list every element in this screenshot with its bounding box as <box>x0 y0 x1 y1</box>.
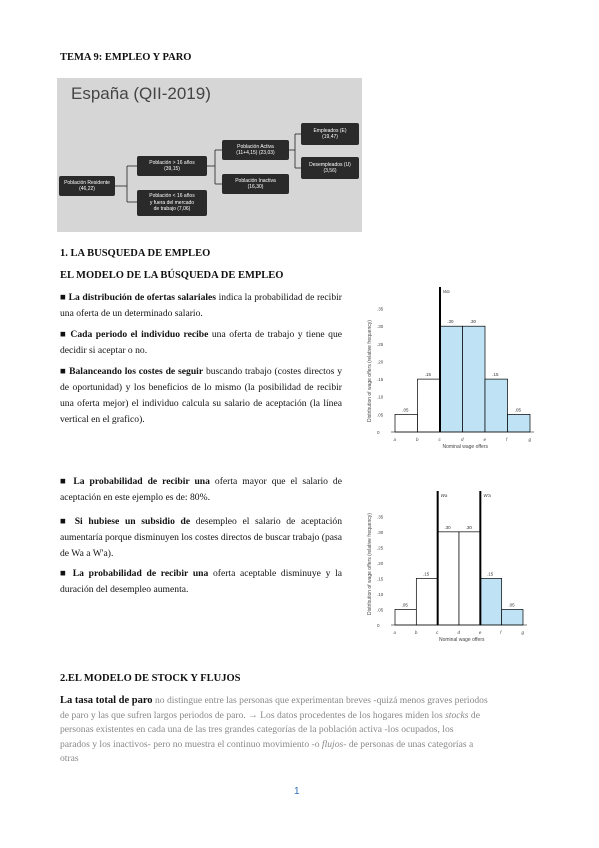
node-empleados <box>301 123 359 145</box>
data-label: .30 <box>447 319 454 325</box>
node-desempleados <box>301 157 359 179</box>
italic-text: stocks <box>445 709 469 721</box>
paragraph-subsidio <box>60 514 342 562</box>
bar <box>459 532 480 625</box>
wage-offer-chart-2 <box>355 485 545 665</box>
text: desempleo el salario de aceptación aumentaría porque disminuyen los costes directos de buscar trabajo (pasa de Wa a W'a). <box>60 516 342 559</box>
text-line: personas existentes en cada una de las tres grandes categorías de la población activa -los ocupados, los <box>60 724 454 735</box>
y-tick-label: .15 <box>377 576 384 582</box>
reservation-wage-label: Wa <box>440 493 448 498</box>
bold-lead: La distribución de ofertas salariales <box>68 292 217 303</box>
node-label: Población Residente <box>64 179 110 186</box>
text-line <box>60 694 550 709</box>
y-tick-label: .20 <box>377 560 384 566</box>
bold-lead: La probabilidad de recibir una <box>73 476 210 487</box>
paragraph-stock-flujos <box>60 694 550 767</box>
x-tick-label: a <box>393 437 397 442</box>
y-axis-title: Distribution of wage offers (relative frequency) <box>367 320 373 422</box>
section-heading: 2.EL MODELO DE STOCK Y FLUJOS <box>60 673 241 684</box>
y-tick-label: 0 <box>377 430 380 435</box>
data-label: .05 <box>402 407 409 413</box>
node-value: de trabajo (7,06) <box>153 206 191 213</box>
node-label: Población Activa <box>237 143 274 150</box>
x-axis-title: Nominal wage offers <box>439 637 485 643</box>
node-value: (3,56) <box>323 168 337 174</box>
bar <box>463 326 486 432</box>
bar <box>418 379 441 432</box>
text: una oferta de trabajo y tiene que decidir si aceptar o no. <box>60 329 342 356</box>
y-tick-label: .10 <box>377 591 384 597</box>
reservation-wage-label: W'a <box>483 493 491 498</box>
y-tick-label: 0 <box>377 623 380 628</box>
bar <box>395 609 416 625</box>
data-label: .30 <box>469 319 477 325</box>
data-label: .05 <box>508 602 515 608</box>
node-value: (16,30) <box>247 184 264 190</box>
bar <box>440 326 463 432</box>
node-poblacion-activa <box>222 140 289 160</box>
x-tick-label: g <box>521 630 525 635</box>
text: indica la probabilidad de recibir una oferta de un determinado salario. <box>60 292 343 319</box>
data-label: .15 <box>424 372 432 378</box>
y-tick-label: .20 <box>377 359 384 365</box>
chart-svg <box>355 283 545 473</box>
text: de paro y las que sufren largos periodos de paro. → Los datos procedentes de los hogares miden los <box>60 709 446 721</box>
text: parados y los inactivos- pero no muestra el continuo movimiento -o <box>60 738 322 750</box>
x-tick-label: c <box>436 630 439 635</box>
node-value: (46,22) <box>79 186 95 192</box>
data-label: .05 <box>401 602 408 608</box>
bullet: ■ <box>60 476 69 487</box>
bullet: ■ <box>60 516 70 527</box>
bar <box>508 414 531 432</box>
data-label: .15 <box>423 571 430 577</box>
x-tick-label: d <box>457 630 461 635</box>
data-label: .30 <box>465 524 472 530</box>
node-poblacion-mayor-16 <box>137 156 207 176</box>
bullet: ■ <box>60 366 67 377</box>
reservation-wage-label: Wa <box>443 289 450 294</box>
subsection-heading: EL MODELO DE LA BÚSQUEDA DE EMPLEO <box>60 270 284 281</box>
wage-offer-chart-1 <box>355 283 545 478</box>
y-tick-label: .30 <box>377 324 384 330</box>
y-tick-label: .25 <box>377 545 384 551</box>
diagram-title: España (QII-2019) <box>71 84 211 103</box>
node-value: (11+4,15) (23,03) <box>236 150 275 156</box>
bullet: ■ <box>60 292 67 303</box>
population-diagram <box>57 78 362 232</box>
bold-lead: Balanceando los costes de seguir <box>69 366 204 377</box>
node-label: Población < 16 años <box>149 193 195 200</box>
section-heading: 1. LA BUSQUEDA DE EMPLEO <box>60 248 211 259</box>
text: no distingue entre las personas que experimentan breves -quizá menos graves periodos <box>152 695 488 706</box>
node-poblacion-residente <box>59 176 115 196</box>
bar <box>395 414 418 432</box>
page-title: TEMA 9: EMPLEO Y PARO <box>60 52 192 63</box>
node-value: (19,47) <box>322 134 338 140</box>
bar <box>438 532 459 625</box>
text: oferta mayor que el salario de aceptación en este ejemplo es de: 80%. <box>60 476 342 503</box>
text: de <box>468 709 480 721</box>
data-label: .30 <box>444 524 451 530</box>
x-tick-label: b <box>416 437 419 442</box>
node-label: Población Inactiva <box>235 177 276 184</box>
text: oferta aceptable disminuye y la duración del desempleo aumenta. <box>60 568 343 595</box>
bold-lead: Cada periodo el individuo recibe <box>70 329 209 340</box>
y-tick-label: .05 <box>377 607 384 613</box>
y-tick-label: .35 <box>377 514 384 520</box>
text-line <box>60 709 550 724</box>
x-tick-label: b <box>414 630 418 635</box>
x-tick-label: g <box>528 437 532 442</box>
data-label: .05 <box>514 407 522 413</box>
x-tick-label: d <box>461 437 464 442</box>
bar <box>485 379 508 432</box>
node-label: y fuera del mercado <box>149 199 195 206</box>
diagram-connectors <box>57 78 362 232</box>
bar <box>502 609 523 625</box>
data-label: .15 <box>487 571 494 577</box>
bold-lead: La probabilidad de recibir una <box>72 568 209 579</box>
x-tick-label: c <box>438 437 441 442</box>
paragraph-oferta-aceptable <box>60 566 342 598</box>
bullet: ■ <box>60 568 69 579</box>
node-label: Población > 16 años <box>149 159 195 166</box>
paragraph-probabilidad <box>60 474 342 506</box>
y-tick-label: .35 <box>377 306 384 312</box>
data-label: .15 <box>492 372 499 378</box>
bar <box>416 578 437 625</box>
page-number: 1 <box>294 786 300 797</box>
x-tick-label: e <box>483 437 487 442</box>
node-label: Desempleados (U) <box>309 161 351 168</box>
text: - de personas de unas categorías a <box>343 738 474 750</box>
x-tick-label: f <box>500 630 502 635</box>
italic-text: flujos <box>321 738 344 750</box>
x-tick-label: a <box>393 630 397 635</box>
node-label: Empleados (E) <box>313 127 347 134</box>
node-poblacion-menor-16 <box>137 190 207 216</box>
text-line: otras <box>60 753 79 764</box>
y-tick-label: .30 <box>377 529 384 535</box>
bar <box>480 578 501 625</box>
y-tick-label: .25 <box>377 341 384 347</box>
x-tick-label: e <box>478 630 482 635</box>
y-tick-label: .15 <box>377 377 384 383</box>
paragraph-periodo <box>60 327 342 359</box>
bullet: ■ <box>60 329 67 340</box>
node-poblacion-inactiva <box>222 174 289 194</box>
node-value: (39,15) <box>164 166 180 172</box>
chart-svg <box>355 485 545 660</box>
x-tick-label: f <box>506 437 508 442</box>
y-tick-label: .05 <box>377 412 384 418</box>
text: buscando trabajo (costes directos y de oportunidad) y los beneficios de lo mismo (la posibilidad de recibir una oferta mejor) el individuo calcula su salario de aceptación (la línea vertical en el grafico). <box>60 366 343 425</box>
bold-lead: La tasa total de paro <box>60 695 153 706</box>
bold-lead: Si hubiese un subsidio de <box>74 516 191 527</box>
text-line <box>60 738 550 753</box>
paragraph-balanceando <box>60 364 342 428</box>
paragraph-distribucion <box>60 290 342 322</box>
x-axis-title: Nominal wage offers <box>442 444 488 450</box>
y-tick-label: .10 <box>377 394 384 400</box>
y-axis-title: Distribution of wage offers (relative frequency) <box>367 513 373 615</box>
